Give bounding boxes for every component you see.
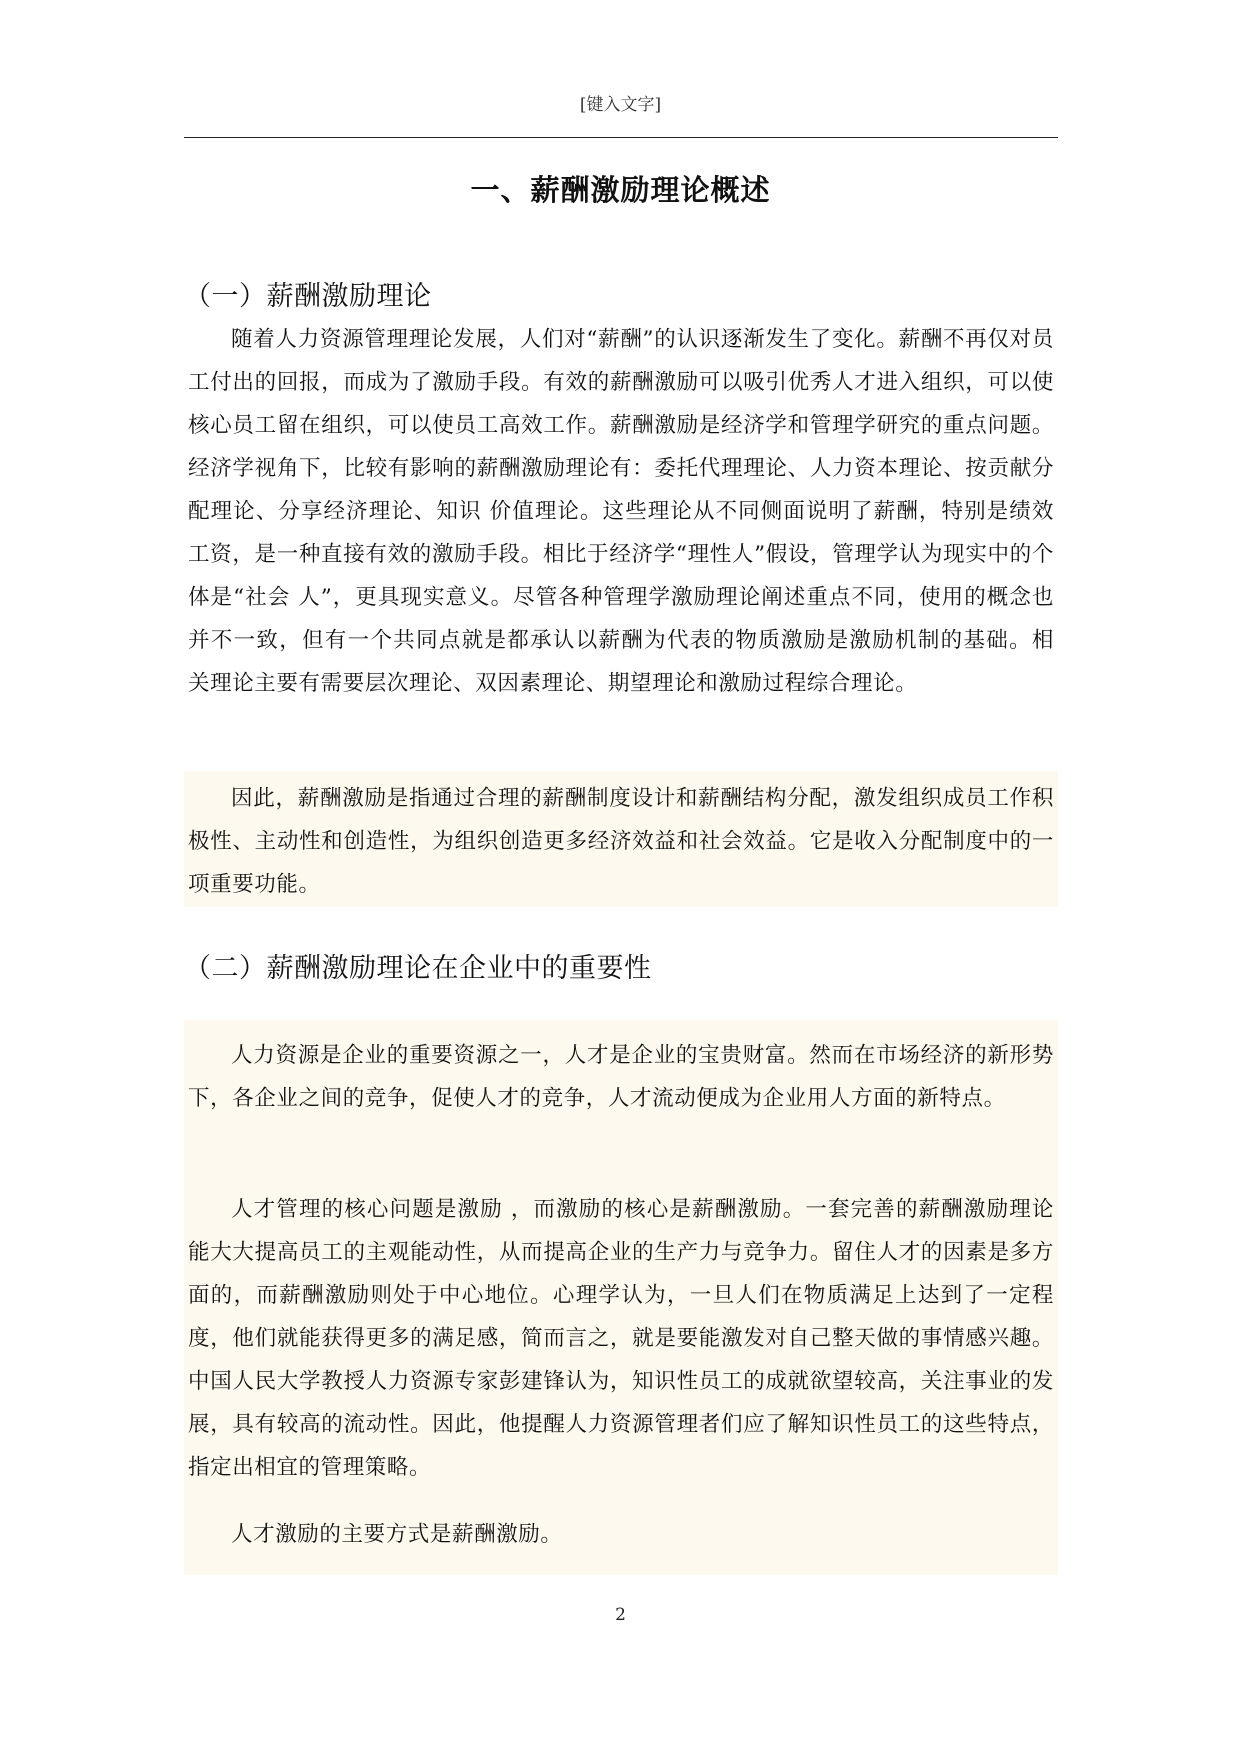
page-number: 2 — [615, 1605, 626, 1625]
section-heading-1: （一）薪酬激励理论 — [184, 281, 432, 312]
page-header: [键入文字] — [579, 95, 662, 115]
section-heading-2: （二）薪酬激励理论在企业中的重要性 — [184, 953, 652, 984]
document-title: 一、薪酬激励理论概述 — [470, 173, 771, 207]
body-paragraph: 人力资源是企业的重要资源之一，人才是企业的宝贵财富。然而在市场经济的新形势下，各企业之间的竞争，促使人才的竞争，人才流动便成为企业用人方面的新特点。 — [188, 1043, 1054, 1111]
body-paragraph: 因此，薪酬激励是指通过合理的薪酬制度设计和薪酬结构分配，激发组织成员工作积极性、主动性和创造性，为组织创造更多经济效益和社会效益。它是收入分配制度中的一项重要功能。 — [188, 786, 1054, 897]
body-paragraph: 随着人力资源管理理论发展，人们对“薪酬”的认识逐渐发生了变化。薪酬不再仅对员工付出的回报，而成为了激励手段。有效的薪酬激励可以吸引优秀人才进入组织，可以使核心员工留在组织，可以使员工高效工作。薪酬激励是经济学和管理学研究的重点问题。经济学视角下，比较有影响的薪酬激励理论有：委托代理理论、人力资本理论、按贡献分配理论、分享经济理论、知识 价值理论。这些理论从不同侧面说明了薪酬，特别是绩效工资，是一种直接有效的激励手段。相比于经济学“理性人”假设，管理学认为现实中的个体是“社会 人”，更具现实意义。尽管各种管理学激励理论阐述重点不同，使用的概念也并不一致，但有一个共同点就是都承认以薪酬为代表的物质激励是激励机制的基础。相 关理论主要有需要层次理论、双因素理论、期望理论和激励过程综合理论。 — [188, 327, 1054, 696]
header-divider — [184, 137, 1058, 138]
body-paragraph: 人才管理的核心问题是激励 ，而激励的核心是薪酬激励。一套完善的薪酬激励理论能大大提高员工的主观能动性，从而提高企业的生产力与竞争力。留住人才的因素是多方面的，而薪酬激励则处于中心地位。心理学认为，一旦人们在物质满足上达到了一定程度，他们就能获得更多的满足感，简而言之，就是要能激发对自己整天做的事情感兴趣。 中国人民大学教授人力资源专家彭建锋认为，知识性员工的成就欲望较高，关注事业的发展，具有较高的流动性。因此，他提醒人力资源管理者们应了解知识性员工的这些特点，指定出相宜的管理策略。 — [188, 1197, 1054, 1480]
body-paragraph: 人才激励的主要方式是薪酬激励。 — [231, 1522, 563, 1547]
